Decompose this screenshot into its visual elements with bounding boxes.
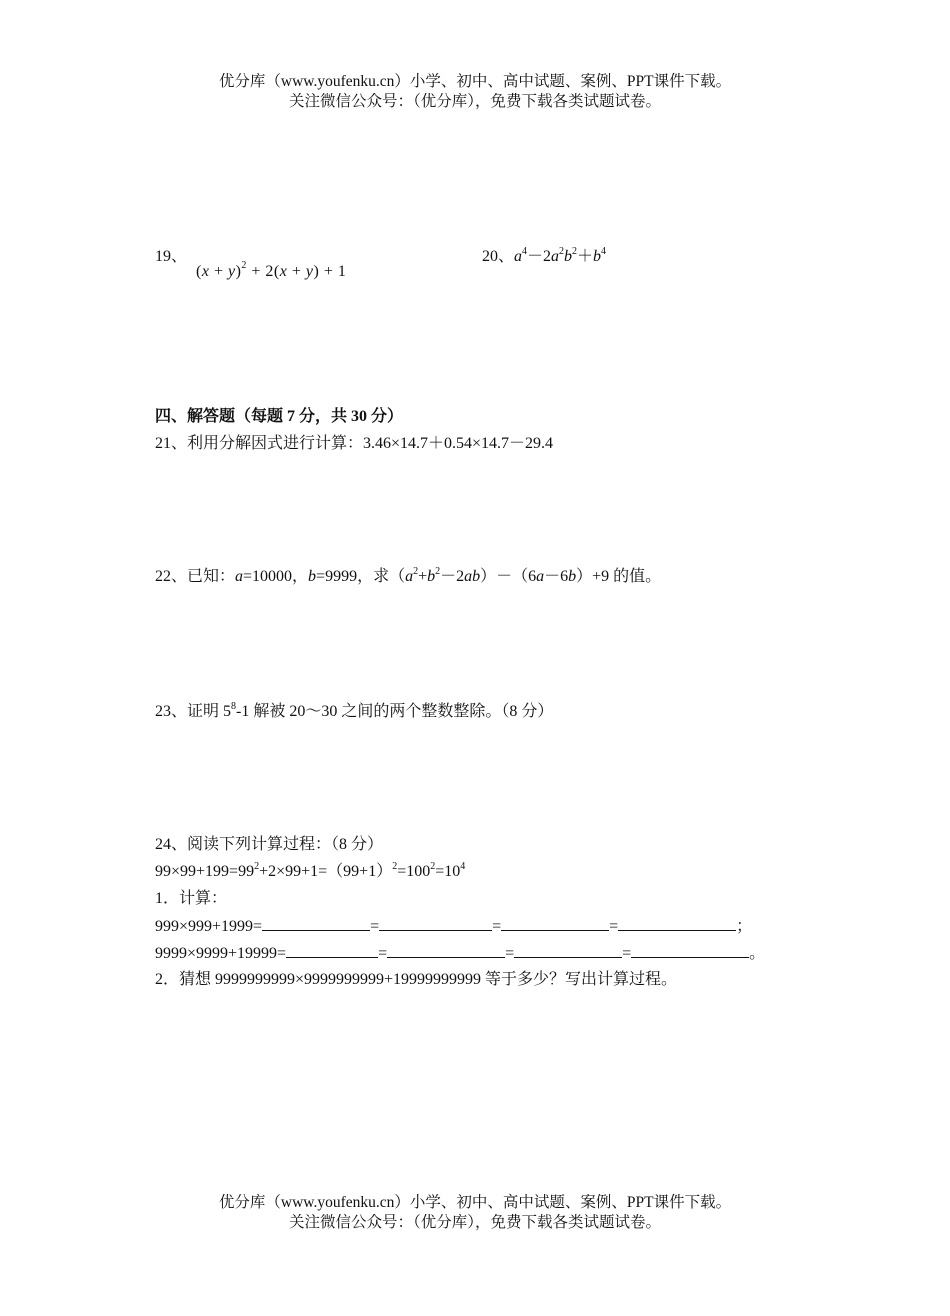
header-line-1: 优分库（www.youfenku.cn）小学、初中、高中试题、案例、PPT课件下载。 [218, 73, 732, 90]
header-line-2: 关注微信公众号：（优分库），免费下载各类试题试卷。 [288, 93, 661, 110]
answer-blank[interactable] [501, 916, 609, 931]
question-24-row-1: 999×999+1999= = = = ； [155, 918, 753, 935]
question-21: 21、利用分解因式进行计算：3.46×14.7＋0.54×14.7－29.4 [155, 435, 554, 452]
answer-blank[interactable] [387, 943, 505, 958]
answer-blank[interactable] [262, 916, 370, 931]
question-24-title: 24、阅读下列计算过程：（8 分） [155, 836, 384, 853]
question-24-example: $99\times 99+199=99^2+2\times 99+1=(99+1)^2=100^2=10^4$ [155, 861, 466, 880]
question-24-row-2: 9999×9999+19999= = = = 。 [155, 945, 766, 962]
question-24-part-1: 1．计算： [155, 890, 228, 907]
question-19-label: 19、 [155, 248, 188, 265]
question-23: 23、证明 $5^8-1$ 解被 20～30 之间的两个整数整除。（8 分） [155, 701, 554, 720]
question-22: 22、已知：a=10000，b=9999，求$(a^2+b^2-2ab)-(6a-6b)+9$ 的值。 [155, 566, 662, 585]
question-24-part-2: 2．猜想 9999999999×9999999999+19999999999 等于多少？写出计算过程。 [155, 971, 678, 988]
answer-blank[interactable] [631, 943, 749, 958]
answer-blank[interactable] [618, 916, 736, 931]
answer-blank[interactable] [286, 943, 378, 958]
answer-blank[interactable] [379, 916, 492, 931]
section-4-title: 四、解答题（每题 7 分，共 30 分） [155, 408, 404, 425]
footer-line-2: 关注微信公众号：（优分库），免费下载各类试题试卷。 [288, 1214, 661, 1231]
footer-line-1: 优分库（www.youfenku.cn）小学、初中、高中试题、案例、PPT课件下载。 [218, 1194, 732, 1211]
question-19-formula: $(x + y)^2 + 2(x + y) + 1$ [196, 260, 347, 280]
question-20: 20、$a^4-2a^2b^2+b^4$ [482, 246, 607, 265]
answer-blank[interactable] [514, 943, 622, 958]
